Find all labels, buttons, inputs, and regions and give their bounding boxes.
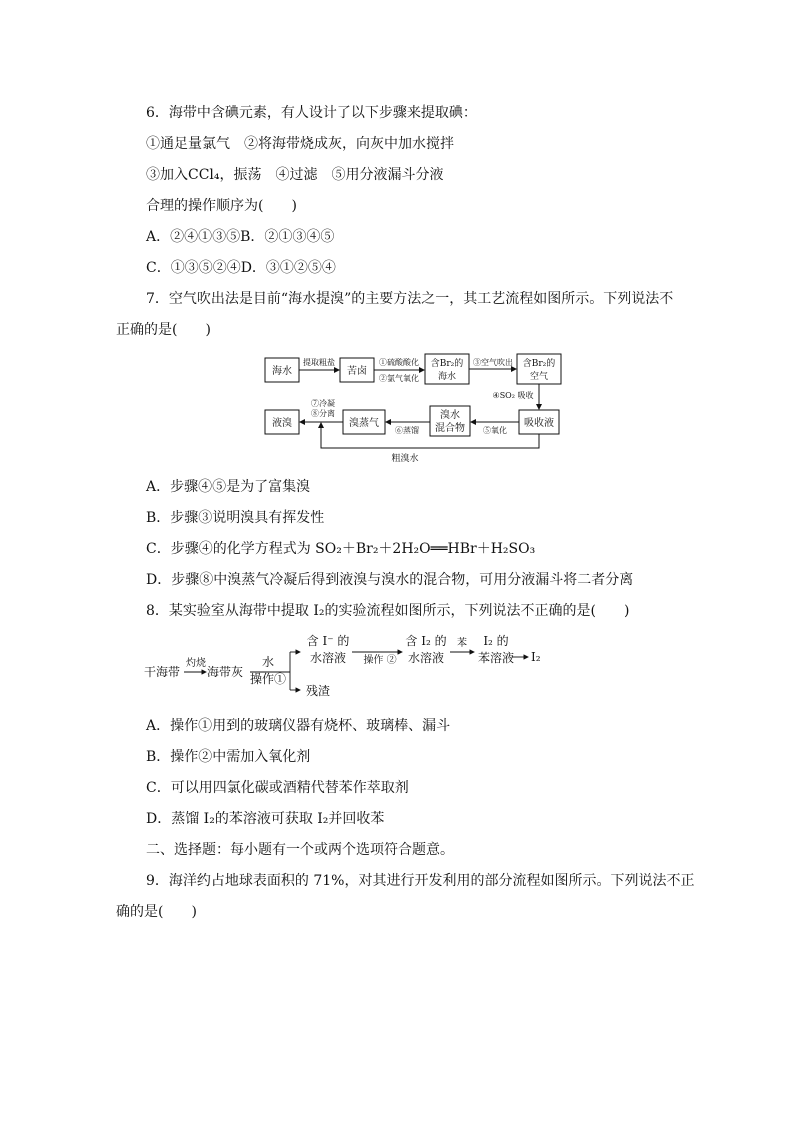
label-bromine-vapor: 溴蒸气: [349, 418, 379, 429]
label-seawater: 海水: [272, 366, 292, 377]
q9-stem-line1: 9．海洋约占地球表面积的 71%，对其进行开发利用的部分流程如图所示。下列说法不正: [146, 873, 695, 889]
arrow-label-extract-salt: 提取粗盐: [303, 358, 335, 367]
label-bittern: 苦卤: [347, 366, 367, 377]
q6-options-ab: A．②④①③⑤B．②①③④⑤: [146, 229, 335, 245]
i2-aqueous-line1: 含 I₂ 的: [405, 634, 447, 648]
q8-flow-diagram: [140, 630, 560, 702]
q7-stem-line2: 正确的是( ): [116, 322, 211, 338]
dry-kelp-label: 干海带: [144, 665, 181, 679]
q8-option-d: D．蒸馏 I₂的苯溶液可获取 I₂并回收苯: [146, 811, 385, 827]
op2-label: 操作 ②: [363, 655, 397, 666]
arrow-label-blow: ③空气吹出: [473, 358, 513, 367]
residue-label: 残渣: [306, 684, 331, 698]
i2-product-label: I₂: [531, 650, 541, 664]
arrow-label-crude-bromine-water: 粗溴水: [391, 454, 419, 464]
burn-label: 灼烧: [186, 658, 206, 669]
label-br2-air-2: 空气: [529, 372, 549, 382]
q7-option-b: B．步骤③说明溴具有挥发性: [146, 510, 325, 526]
label-br2-seawater-1: 含Br₂的: [430, 359, 464, 369]
label-liquid-bromine: 液溴: [272, 418, 292, 429]
q7-stem-line1: 7．空气吹出法是目前“海水提溴”的主要方法之一，其工艺流程如图所示。下列说法不: [146, 291, 674, 307]
arrow-label-distill: ⑥蒸馏: [395, 426, 419, 435]
q7-option-a: A．步骤④⑤是为了富集溴: [146, 479, 311, 495]
q9-stem-line2: 确的是( ): [116, 904, 197, 920]
q8-option-a: A．操作①用到的玻璃仪器有烧杯、玻璃棒、漏斗: [146, 718, 451, 734]
q7-option-c: C．步骤④的化学方程式为 SO₂＋Br₂＋2H₂O══HBr＋H₂SO₃: [146, 541, 536, 557]
label-br2-seawater-2: 海水: [437, 372, 457, 382]
label-absorb-liquid: 吸收液: [524, 418, 554, 429]
arrow-label-condense: ⑦冷凝: [311, 399, 335, 408]
iodide-solution-line2: 水溶液: [309, 651, 347, 665]
arrow-label-chlorine: ②氯气氧化: [379, 374, 419, 383]
arrow-label-acidify: ①硫酸酸化: [379, 358, 419, 367]
arrow-label-so2: ④SO₂ 吸收: [492, 391, 534, 400]
i2-aqueous-line2: 水溶液: [407, 651, 445, 665]
q6-ask: 合理的操作顺序为( ): [146, 198, 297, 214]
q7-flow-diagram: [255, 350, 575, 465]
q6-options-cd: C．①③⑤②④D．③①②⑤④: [146, 260, 336, 276]
iodide-solution-line1: 含 I⁻ 的: [306, 634, 350, 648]
q8-stem: 8．某实验室从海带中提取 I₂的实验流程如图所示，下列说法不正确的是( ): [146, 603, 630, 619]
q7-option-d: D．步骤⑧中溴蒸气冷凝后得到液溴与溴水的混合物，可用分液漏斗将二者分离: [146, 572, 634, 588]
arrow-label-oxidize: ⑤氧化: [483, 426, 507, 435]
q8-option-c: C．可以用四氯化碳或酒精代替苯作萃取剂: [146, 780, 409, 796]
label-bromine-water-1: 溴水: [440, 410, 460, 421]
q6-steps-line1: ①通足量氯气 ②将海带烧成灰，向灰中加水搅拌: [146, 136, 454, 152]
label-br2-air-1: 含Br₂的: [522, 359, 556, 369]
kelp-ash-label: 海带灰: [207, 665, 244, 679]
op1-label: 操作①: [249, 672, 287, 686]
arrow-label-separate: ⑧分离: [311, 409, 335, 418]
section-heading: 二、选择题：每小题有一个或两个选项符合题意。: [146, 842, 454, 858]
q6-stem: 6．海带中含碘元素，有人设计了以下步骤来提取碘：: [146, 105, 477, 121]
label-bromine-water-2: 混合物: [435, 423, 465, 434]
q6-steps-line2: ③加入CCl₄，振荡 ④过滤 ⑤用分液漏斗分液: [146, 167, 444, 183]
benzene-label: 苯: [457, 638, 467, 649]
i2-benzene-line2: 苯溶液: [477, 651, 515, 665]
i2-benzene-line1: I₂ 的: [483, 634, 509, 648]
water-label: 水: [261, 655, 275, 669]
q8-option-b: B．操作②中需加入氧化剂: [146, 749, 311, 765]
